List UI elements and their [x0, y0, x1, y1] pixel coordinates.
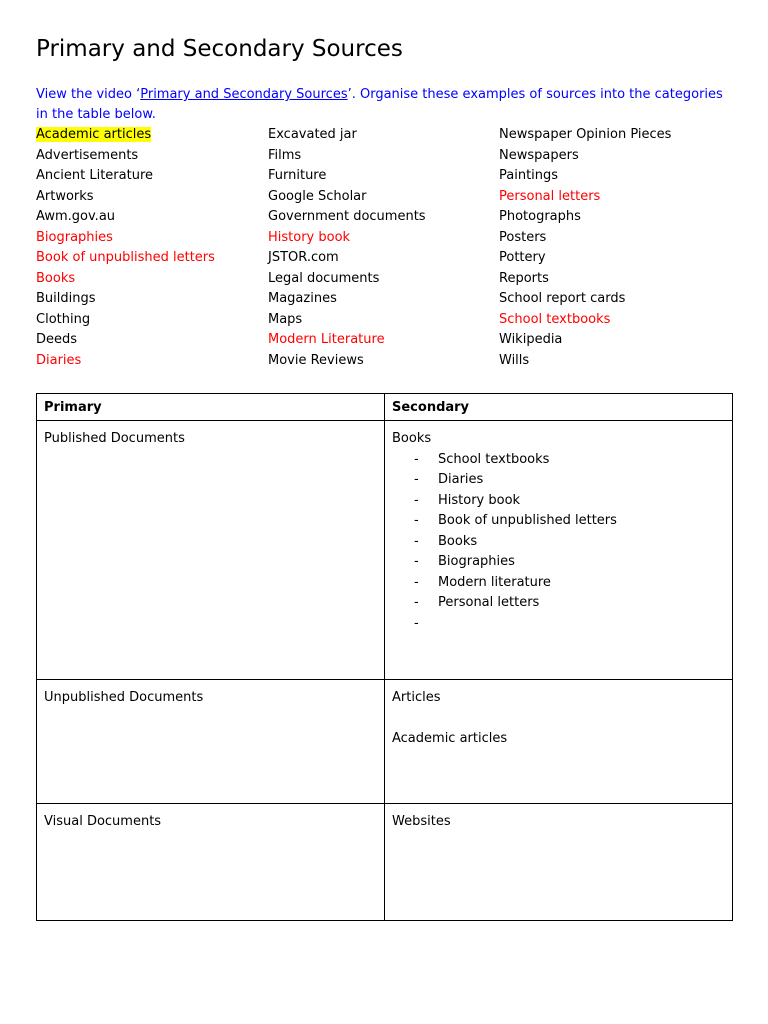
- source-example: Legal documents: [268, 270, 380, 286]
- source-example: Personal letters: [499, 188, 601, 204]
- list-item: [36, 289, 215, 310]
- source-example: Films: [268, 147, 302, 163]
- source-examples: [36, 125, 736, 375]
- source-example: Newspapers: [499, 147, 579, 163]
- list-item: [268, 289, 426, 310]
- cell-label: Visual Documents: [44, 814, 162, 829]
- source-example: Movie Reviews: [268, 352, 364, 368]
- source-example: Posters: [499, 229, 547, 245]
- source-example: School textbooks: [499, 311, 611, 327]
- list-item: [36, 351, 215, 372]
- list-item: [499, 248, 671, 269]
- list-item: [268, 228, 426, 249]
- source-column-1: [36, 125, 215, 371]
- dash-bullet: -: [414, 513, 419, 528]
- dash-bullet: -: [414, 492, 419, 508]
- cell-label: Published Documents: [44, 431, 185, 446]
- list-item: [392, 450, 725, 471]
- primary-cell-published[interactable]: [37, 421, 385, 680]
- book-type: Diaries: [438, 472, 484, 487]
- source-example: Government documents: [268, 209, 426, 224]
- cell-label: Websites: [392, 814, 451, 829]
- list-item: [392, 573, 725, 594]
- source-example: Clothing: [36, 311, 91, 327]
- source-example: Paintings: [499, 168, 559, 183]
- source-example: Newspaper Opinion Pieces: [499, 127, 672, 142]
- primary-cell-unpublished[interactable]: [37, 680, 385, 804]
- source-column-3: [499, 125, 671, 371]
- secondary-cell-websites[interactable]: [385, 804, 733, 921]
- books-list: [392, 450, 725, 631]
- source-example: Pottery: [499, 250, 546, 265]
- source-example: Deeds: [36, 332, 78, 347]
- source-example: Maps: [268, 311, 303, 327]
- dash-bullet: -: [414, 574, 419, 590]
- source-example: Reports: [499, 270, 549, 286]
- list-item: [36, 310, 215, 331]
- cell-entry: Academic articles: [392, 731, 508, 746]
- list-item: [268, 248, 426, 269]
- source-example: Photographs: [499, 209, 581, 224]
- cell-label: Unpublished Documents: [44, 690, 204, 705]
- source-example: Artworks: [36, 188, 94, 204]
- spacer: [392, 709, 725, 730]
- source-example: Magazines: [268, 291, 337, 306]
- book-type: Book of unpublished letters: [438, 513, 617, 528]
- video-link[interactable]: Primary and Secondary Sources: [140, 87, 348, 102]
- list-item: [268, 269, 426, 290]
- primary-cell-visual[interactable]: [37, 804, 385, 921]
- book-type: History book: [438, 492, 521, 508]
- list-item: [499, 146, 671, 167]
- list-item: [499, 330, 671, 351]
- list-item: [499, 269, 671, 290]
- source-example: Ancient Literature: [36, 168, 154, 183]
- book-type: Modern literature: [438, 574, 551, 590]
- cell-label: Books: [392, 431, 432, 446]
- dash-bullet: -: [414, 615, 419, 631]
- list-item: [36, 146, 215, 167]
- source-example: Biographies: [36, 229, 113, 245]
- list-item: [392, 593, 725, 614]
- source-example: Buildings: [36, 291, 96, 306]
- source-example: Wills: [499, 352, 530, 368]
- secondary-header: Secondary: [385, 394, 733, 421]
- list-item: [268, 330, 426, 351]
- source-example: Awm.gov.au: [36, 209, 116, 224]
- source-example: Furniture: [268, 168, 327, 183]
- source-example: School report cards: [499, 291, 626, 306]
- list-item: [36, 228, 215, 249]
- list-item: [36, 207, 215, 228]
- list-item: [36, 330, 215, 351]
- secondary-cell-articles[interactable]: [385, 680, 733, 804]
- dash-bullet: -: [414, 533, 419, 549]
- list-item: [392, 470, 725, 491]
- list-item: [268, 351, 426, 372]
- list-item: [36, 166, 215, 187]
- list-item: [268, 166, 426, 187]
- book-type: Personal letters: [438, 595, 540, 610]
- list-item: [36, 187, 215, 208]
- list-item: [499, 207, 671, 228]
- source-example: Excavated jar: [268, 127, 357, 142]
- source-example: Diaries: [36, 352, 82, 368]
- secondary-cell-books[interactable]: [385, 421, 733, 680]
- list-item: [36, 248, 215, 269]
- table-header-row: [37, 394, 733, 421]
- source-example: Book of unpublished letters: [36, 250, 215, 265]
- cell-label: Articles: [392, 690, 441, 705]
- source-example: Academic articles: [36, 127, 152, 142]
- source-example: Wikipedia: [499, 332, 563, 347]
- source-example: Advertisements: [36, 147, 139, 163]
- dash-bullet: -: [414, 554, 419, 569]
- list-item: [392, 491, 725, 512]
- book-type: Books: [438, 533, 478, 549]
- list-item: [499, 166, 671, 187]
- list-item: [499, 125, 671, 146]
- list-item: [499, 289, 671, 310]
- list-item: [268, 187, 426, 208]
- primary-header: Primary: [37, 394, 385, 421]
- book-type: Biographies: [438, 554, 515, 569]
- list-item: [499, 310, 671, 331]
- source-example: JSTOR.com: [268, 250, 339, 265]
- source-example: Google Scholar: [268, 188, 367, 204]
- dash-bullet: -: [414, 451, 419, 467]
- list-item: [392, 552, 725, 573]
- book-type: School textbooks: [438, 451, 550, 467]
- list-item: [268, 310, 426, 331]
- sorting-table: [36, 393, 733, 921]
- source-example: Modern Literature: [268, 332, 385, 347]
- table-row: [37, 680, 733, 804]
- dash-bullet: -: [414, 595, 419, 610]
- source-column-2: [268, 125, 426, 371]
- list-item: [499, 228, 671, 249]
- list-item: [499, 187, 671, 208]
- list-item: [392, 532, 725, 553]
- list-item: [499, 351, 671, 372]
- list-item: [36, 125, 215, 146]
- table-row: [37, 421, 733, 680]
- list-item: [268, 207, 426, 228]
- dash-bullet: -: [414, 472, 419, 487]
- list-item: [268, 125, 426, 146]
- instructions-text-before: View the video ‘: [36, 87, 141, 102]
- list-item: [268, 146, 426, 167]
- table-row: [37, 804, 733, 921]
- list-item: [392, 511, 725, 532]
- source-example: History book: [268, 229, 351, 245]
- page-title: Primary and Secondary Sources: [36, 36, 403, 62]
- source-example: Books: [36, 270, 76, 286]
- instructions-text-after: ’. Organise these examples of sources into the categories in the table below.: [36, 87, 723, 122]
- instructions: [36, 85, 736, 125]
- list-item: [36, 269, 215, 290]
